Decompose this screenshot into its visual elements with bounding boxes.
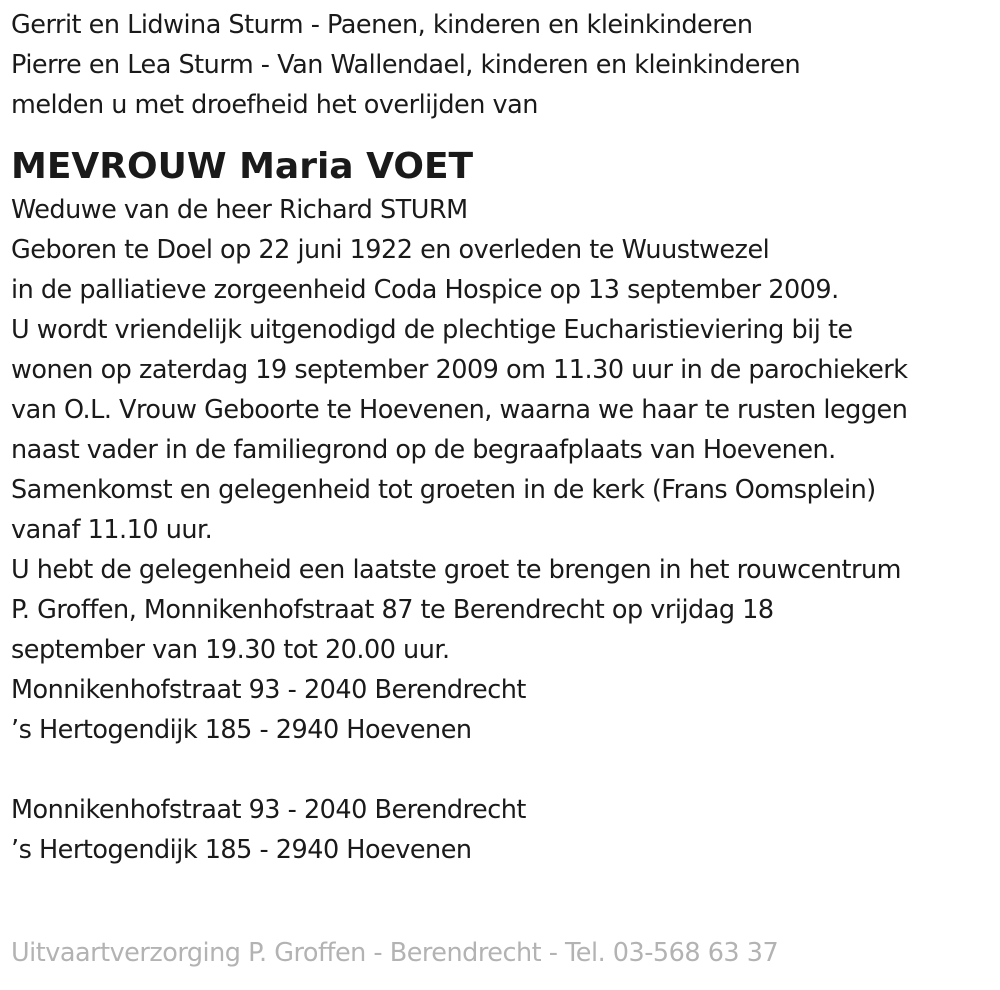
body-line: U wordt vriendelijk uitgenodigd de plechtige Eucharistieviering bij te (11, 315, 853, 345)
body-line: Samenkomst en gelegenheid tot groeten in de kerk (Frans Oomsplein) (11, 475, 876, 505)
funeral-director-footer: Uitvaartverzorging P. Groffen - Berendrecht - Tel. 03-568 63 37 (11, 938, 779, 968)
address-line: Monnikenhofstraat 93 - 2040 Berendrecht (11, 795, 526, 825)
address-line: Monnikenhofstraat 93 - 2040 Berendrecht (11, 675, 526, 705)
address-line: ’s Hertogendijk 185 - 2940 Hoevenen (11, 715, 472, 745)
intro-block (11, 5, 996, 125)
body-line: in de palliatieve zorgeenheid Coda Hospice op 13 september 2009. (11, 275, 839, 305)
body-line: naast vader in de familiegrond op de begraafplaats van Hoevenen. (11, 435, 836, 465)
intro-line: Pierre en Lea Sturm - Van Wallendael, kinderen en kleinkinderen (11, 50, 801, 80)
address-line: ’s Hertogendijk 185 - 2940 Hoevenen (11, 835, 472, 865)
body-line: vanaf 11.10 uur. (11, 515, 213, 545)
body-block (11, 190, 996, 670)
address-block-repeat (11, 790, 996, 870)
intro-line: Gerrit en Lidwina Sturm - Paenen, kinderen en kleinkinderen (11, 10, 753, 40)
death-notice (11, 5, 996, 870)
spacer (11, 750, 996, 790)
body-line: U hebt de gelegenheid een laatste groet te brengen in het rouwcentrum (11, 555, 901, 585)
address-block (11, 670, 996, 750)
body-line: Weduwe van de heer Richard STURM (11, 195, 468, 225)
intro-line: melden u met droefheid het overlijden van (11, 90, 538, 120)
body-line: van O.L. Vrouw Geboorte te Hoevenen, waarna we haar te rusten leggen (11, 395, 908, 425)
body-line: P. Groffen, Monnikenhofstraat 87 te Berendrecht op vrijdag 18 (11, 595, 774, 625)
body-line: wonen op zaterdag 19 september 2009 om 11.30 uur in de parochiekerk (11, 355, 908, 385)
body-line: september van 19.30 tot 20.00 uur. (11, 635, 450, 665)
deceased-name: MEVROUW Maria VOET (11, 146, 474, 187)
body-line: Geboren te Doel op 22 juni 1922 en overleden te Wuustwezel (11, 235, 770, 265)
